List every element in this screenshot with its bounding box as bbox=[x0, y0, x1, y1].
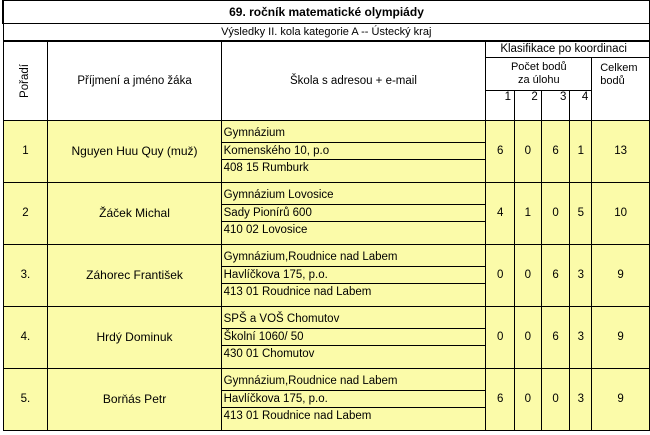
school-line: 413 01 Roudnice nad Labem bbox=[223, 410, 372, 423]
rank-cell: 4. bbox=[3, 306, 48, 368]
table-row bbox=[3, 368, 650, 430]
school-line: Komenského 10, p.o bbox=[222, 143, 486, 161]
rank-cell: 1 bbox=[3, 120, 48, 182]
total-cell: 13 bbox=[592, 120, 650, 182]
table-row bbox=[3, 244, 650, 306]
school-line: 413 01 Roudnice nad Labem bbox=[223, 286, 372, 299]
rank-cell: 5. bbox=[3, 368, 48, 430]
school-header: Škola s adresou + e-mail bbox=[221, 41, 486, 120]
school-line: Havlíčkova 175, p.o. bbox=[222, 267, 486, 285]
score-cell: 6 bbox=[541, 244, 570, 306]
table-row bbox=[3, 182, 650, 244]
student-name: Záhorec František bbox=[48, 244, 221, 306]
school-line: Gymnázium bbox=[222, 125, 486, 143]
total-header: Celkem bodů bbox=[592, 57, 650, 120]
school-line: Školní 1060/ 50 bbox=[222, 329, 486, 347]
student-name: Žáček Michal bbox=[48, 182, 221, 244]
score-cell: 6 bbox=[486, 368, 515, 430]
school-line: 430 01 Chomutov bbox=[223, 348, 315, 361]
school-cell bbox=[221, 244, 486, 306]
score-cell: 3 bbox=[570, 368, 592, 430]
score-cell: 6 bbox=[541, 306, 570, 368]
table-row bbox=[3, 120, 650, 182]
task-header-1: 1 bbox=[486, 90, 515, 120]
score-cell: 0 bbox=[541, 182, 570, 244]
page-title: 69. ročník matematické olympiády bbox=[3, 1, 650, 24]
total-cell: 10 bbox=[592, 182, 650, 244]
school-line: Havlíčkova 175, p.o. bbox=[222, 391, 486, 409]
score-cell: 6 bbox=[486, 120, 515, 182]
score-cell: 0 bbox=[515, 120, 542, 182]
score-cell: 1 bbox=[570, 120, 592, 182]
school-cell bbox=[221, 182, 486, 244]
page-subtitle: Výsledky II. kola kategorie A -- Ústecký kraj bbox=[3, 24, 650, 42]
task-header-3: 3 bbox=[541, 90, 570, 120]
school-line: 410 02 Lovosice bbox=[223, 224, 308, 237]
score-cell: 3 bbox=[570, 244, 592, 306]
table-row bbox=[3, 306, 650, 368]
score-cell: 0 bbox=[486, 306, 515, 368]
results-table bbox=[2, 0, 650, 431]
total-cell: 9 bbox=[592, 306, 650, 368]
school-cell bbox=[221, 120, 486, 182]
rank-header: Pořadí bbox=[3, 41, 48, 120]
student-name: Nguyen Huu Quy (muž) bbox=[48, 120, 221, 182]
student-name: Hrdý Dominuk bbox=[48, 306, 221, 368]
total-cell: 9 bbox=[592, 368, 650, 430]
school-cell bbox=[221, 368, 486, 430]
score-cell: 5 bbox=[570, 182, 592, 244]
score-cell: 0 bbox=[515, 306, 542, 368]
classification-header: Klasifikace po koordinaci bbox=[486, 41, 650, 57]
school-cell bbox=[221, 306, 486, 368]
points-per-task-header: Počet bodů za úlohu bbox=[486, 57, 592, 90]
school-line: 408 15 Rumburk bbox=[223, 162, 309, 175]
task-header-4: 4 bbox=[570, 90, 592, 120]
school-line: SPŠ a VOŠ Chomutov bbox=[222, 311, 486, 329]
school-line: Gymnázium,Roudnice nad Labem bbox=[222, 249, 486, 267]
student-name: Borňás Petr bbox=[48, 368, 221, 430]
school-line: Gymnázium Lovosice bbox=[222, 187, 486, 205]
total-cell: 9 bbox=[592, 244, 650, 306]
school-line: Sady Pionírů 600 bbox=[222, 205, 486, 223]
score-cell: 4 bbox=[486, 182, 515, 244]
task-header-2: 2 bbox=[515, 90, 542, 120]
school-line: Gymnázium,Roudnice nad Labem bbox=[222, 373, 486, 391]
score-cell: 0 bbox=[515, 368, 542, 430]
score-cell: 1 bbox=[515, 182, 542, 244]
score-cell: 0 bbox=[541, 368, 570, 430]
score-cell: 6 bbox=[541, 120, 570, 182]
rank-cell: 2 bbox=[3, 182, 48, 244]
score-cell: 0 bbox=[486, 244, 515, 306]
rank-cell: 3. bbox=[3, 244, 48, 306]
name-header: Příjmení a jméno žáka bbox=[48, 41, 221, 120]
results-sheet bbox=[2, 0, 650, 431]
score-cell: 3 bbox=[570, 306, 592, 368]
score-cell: 0 bbox=[515, 244, 542, 306]
